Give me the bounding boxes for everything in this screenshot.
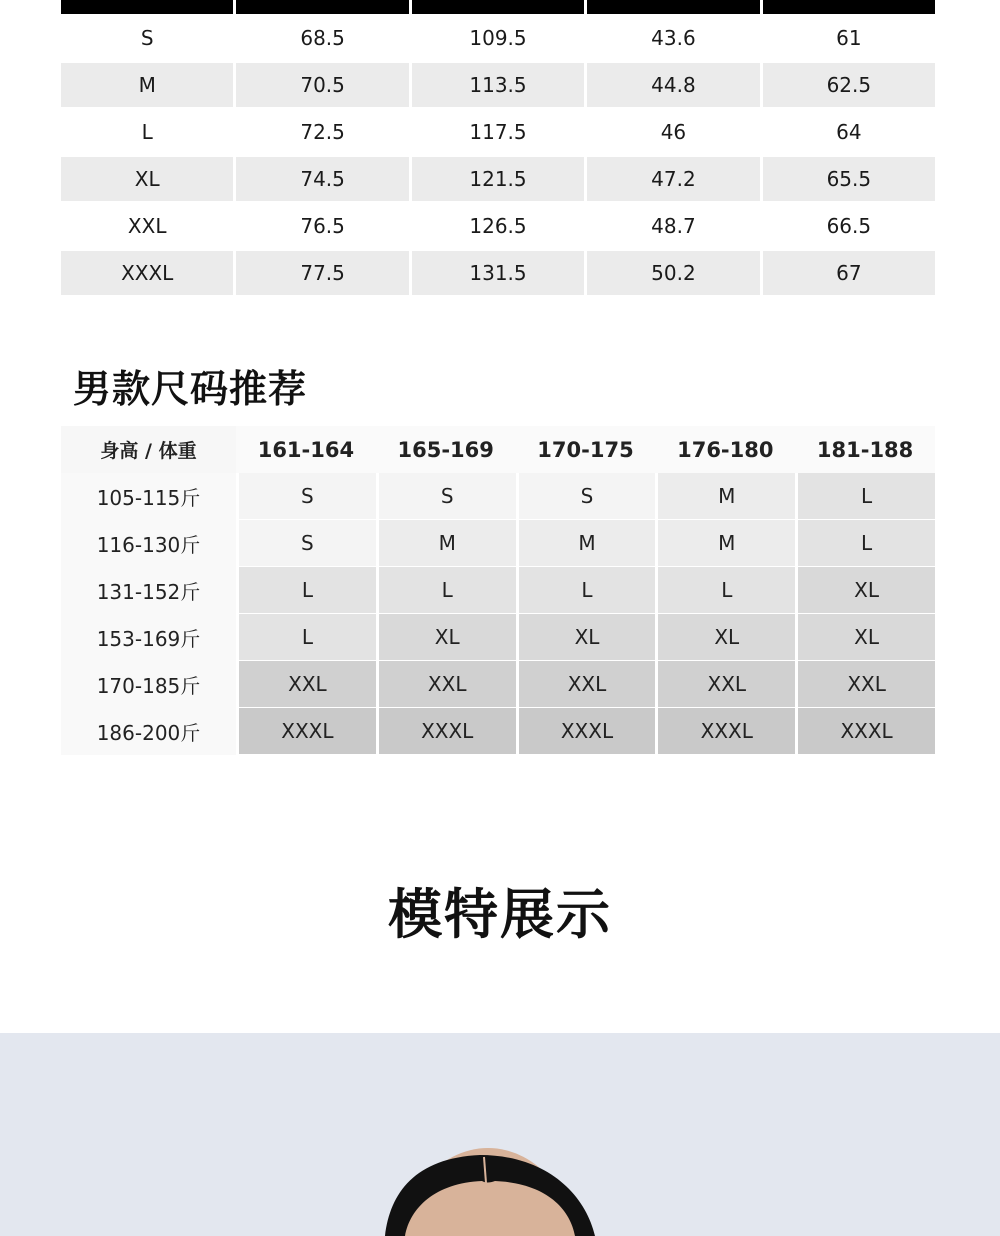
header-cell (61, 0, 233, 14)
recommended-size-cell: XXL (658, 661, 795, 708)
value-cell: 131.5 (412, 251, 584, 295)
size-cell: XXL (61, 204, 233, 248)
recommended-size-cell: XXXL (798, 708, 935, 755)
recommended-size-cell: S (239, 520, 376, 567)
weight-label: 170-185斤 (61, 661, 236, 708)
size-cell: S (61, 16, 233, 60)
value-cell: 117.5 (412, 110, 584, 154)
recommended-size-cell: M (658, 473, 795, 520)
table-row (61, 567, 935, 614)
height-header: 181-188 (816, 437, 914, 462)
height-header: 176-180 (677, 437, 774, 462)
value-cell: 70.5 (236, 63, 408, 107)
weight-label: 131-152斤 (61, 567, 236, 614)
table-row (61, 473, 935, 520)
recommended-size-cell: XXL (798, 661, 935, 708)
table-header (61, 426, 935, 473)
recommended-size-cell: L (239, 567, 376, 614)
recommended-size-cell: M (379, 520, 516, 567)
value-cell: 48.7 (587, 204, 759, 248)
recommended-size-cell: XXXL (658, 708, 795, 755)
table-body (61, 473, 935, 755)
value-cell: 65.5 (763, 157, 935, 201)
recommended-size-cell: XL (798, 567, 935, 614)
recommended-size-cell: XL (379, 614, 516, 661)
value-cell: 66.5 (763, 204, 935, 248)
recommended-size-cell: L (239, 614, 376, 661)
section-title: 男款尺码推荐 (73, 367, 308, 411)
value-cell: 61 (763, 16, 935, 60)
value-cell: 77.5 (236, 251, 408, 295)
recommended-size-cell: L (658, 567, 795, 614)
table-row (61, 204, 935, 248)
table-row (61, 110, 935, 154)
weight-label: 116-130斤 (61, 520, 236, 567)
value-cell: 62.5 (763, 63, 935, 107)
table-row (61, 614, 935, 661)
table-row (61, 520, 935, 567)
model-section-title: 模特展示 (388, 883, 612, 946)
value-cell: 74.5 (236, 157, 408, 201)
recommended-size-cell: S (239, 473, 376, 520)
value-cell: 76.5 (236, 204, 408, 248)
value-cell: 68.5 (236, 16, 408, 60)
value-cell: 44.8 (587, 63, 759, 107)
size-cells (239, 708, 935, 755)
header-cell (236, 0, 408, 14)
recommended-size-cell: XXXL (239, 708, 376, 755)
table-row (61, 251, 935, 295)
size-cell: XL (61, 157, 233, 201)
recommended-size-cell: L (798, 520, 935, 567)
header-cell (587, 0, 759, 14)
size-cells (239, 520, 935, 567)
size-cell: XXXL (61, 251, 233, 295)
value-cell: 126.5 (412, 204, 584, 248)
value-cell: 50.2 (587, 251, 759, 295)
table-row (61, 708, 935, 755)
measurement-table-header (61, 0, 935, 14)
recommended-size-cell: L (379, 567, 516, 614)
recommended-size-cell: XXL (519, 661, 656, 708)
height-header: 170-175 (537, 437, 634, 462)
size-cell: L (61, 110, 233, 154)
value-cell: 67 (763, 251, 935, 295)
table-row (61, 16, 935, 60)
weight-label: 105-115斤 (61, 473, 236, 520)
recommended-size-cell: L (798, 473, 935, 520)
model-head-illustration (0, 1033, 1000, 1236)
height-header: 165-169 (397, 437, 494, 462)
model-photo (0, 1033, 1000, 1236)
table-row (61, 157, 935, 201)
weight-label: 186-200斤 (61, 708, 236, 755)
recommended-size-cell: S (519, 473, 656, 520)
size-cells (239, 661, 935, 708)
value-cell: 109.5 (412, 16, 584, 60)
recommended-size-cell: XL (798, 614, 935, 661)
value-cell: 47.2 (587, 157, 759, 201)
weight-label: 153-169斤 (61, 614, 236, 661)
recommended-size-cell: L (519, 567, 656, 614)
size-cells (239, 614, 935, 661)
value-cell: 72.5 (236, 110, 408, 154)
recommended-size-cell: XL (519, 614, 656, 661)
value-cell: 43.6 (587, 16, 759, 60)
size-recommendation-table (61, 426, 935, 755)
recommended-size-cell: S (379, 473, 516, 520)
value-cell: 121.5 (412, 157, 584, 201)
size-cells (239, 473, 935, 520)
recommended-size-cell: XXXL (379, 708, 516, 755)
header-cell (763, 0, 935, 14)
measurement-table (61, 16, 935, 298)
recommended-size-cell: M (658, 520, 795, 567)
size-cell: M (61, 63, 233, 107)
corner-label: 身高 / 体重 (61, 426, 236, 473)
table-row (61, 63, 935, 107)
height-header: 161-164 (257, 437, 355, 462)
value-cell: 64 (763, 110, 935, 154)
value-cell: 46 (587, 110, 759, 154)
recommended-size-cell: XL (658, 614, 795, 661)
recommended-size-cell: M (519, 520, 656, 567)
header-cell (412, 0, 584, 14)
size-cells (239, 567, 935, 614)
recommended-size-cell: XXXL (519, 708, 656, 755)
recommended-size-cell: XXL (379, 661, 516, 708)
table-row (61, 661, 935, 708)
value-cell: 113.5 (412, 63, 584, 107)
recommended-size-cell: XXL (239, 661, 376, 708)
